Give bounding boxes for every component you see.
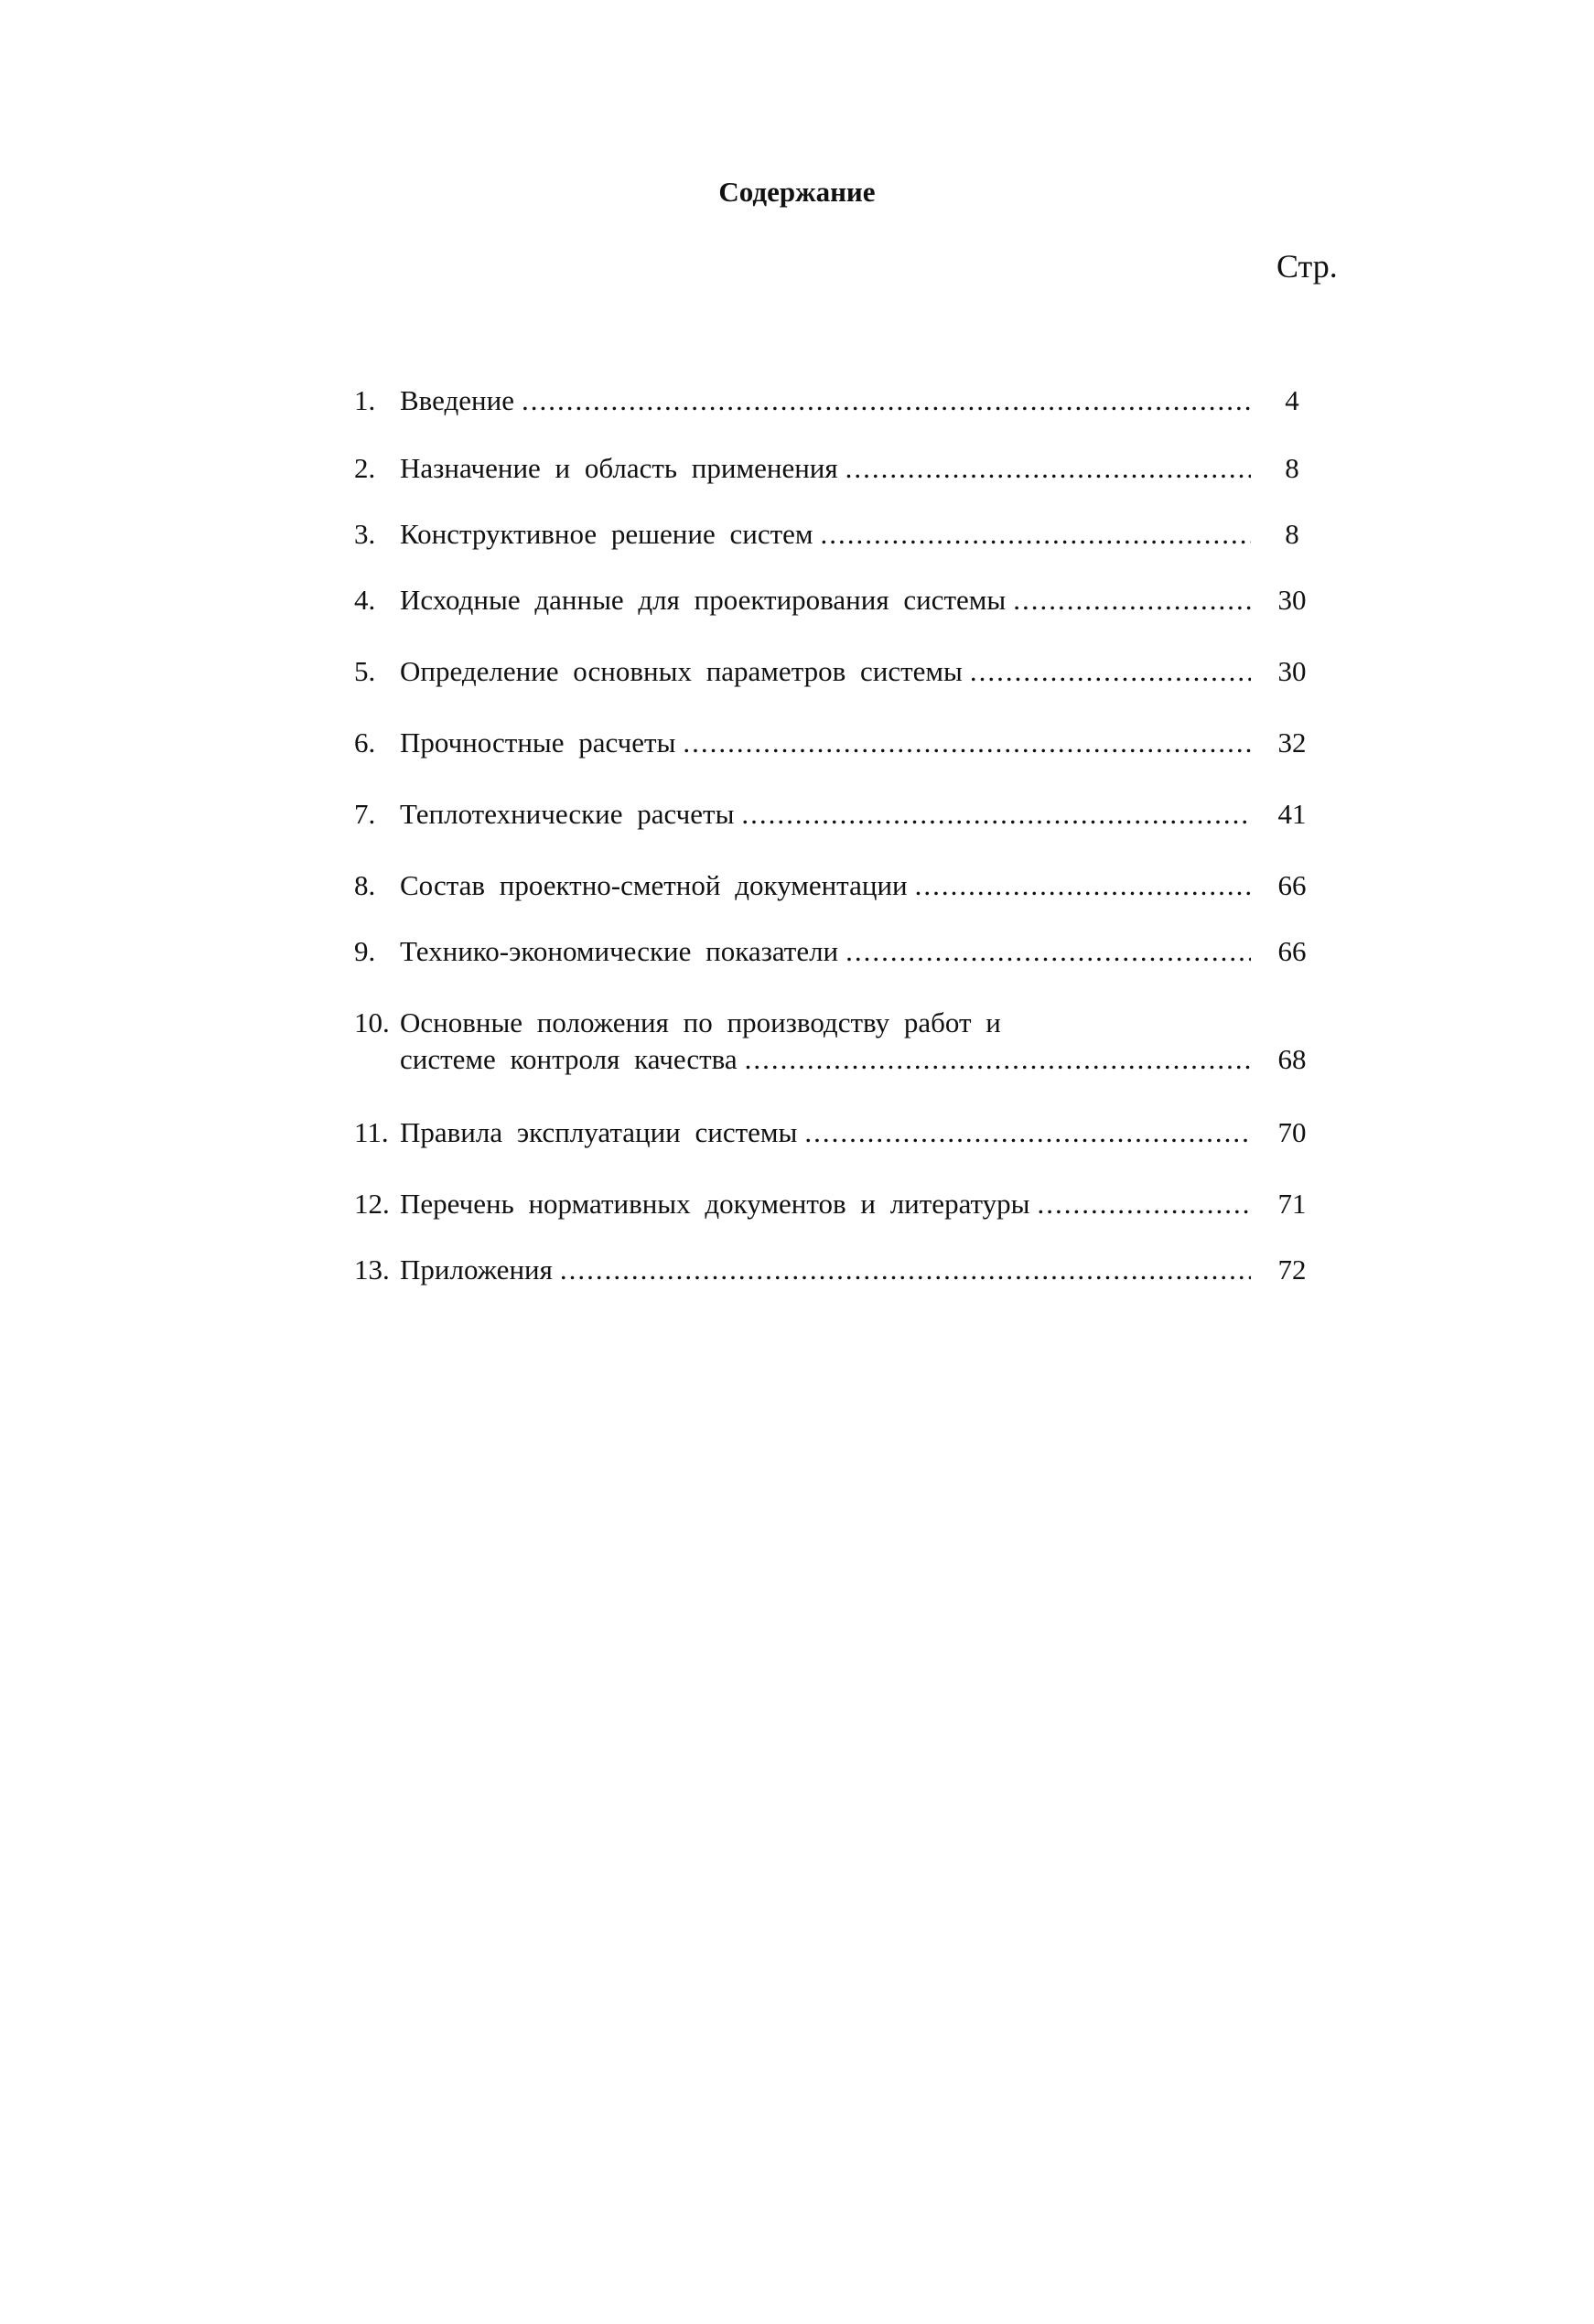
toc-entry-page: 66 (1277, 869, 1307, 901)
toc-entry-page: 32 (1277, 726, 1307, 759)
toc-entry-number: 11. (354, 1116, 389, 1148)
toc-entry-page: 30 (1277, 655, 1307, 687)
toc-entry-page: 68 (1277, 1043, 1307, 1075)
toc-entry-page: 30 (1277, 584, 1307, 616)
toc-entry-number: 4. (354, 584, 376, 616)
toc-entry-number: 6. (354, 726, 376, 759)
toc-entry-line (400, 1116, 1251, 1149)
toc-entry-title: Правила эксплуатации системы (400, 1116, 798, 1148)
toc-entry-number: 10. (354, 1006, 390, 1038)
toc-entry-line (400, 584, 1251, 617)
toc-entry-line (400, 798, 1251, 831)
toc-entry-number: 1. (354, 384, 376, 416)
toc-entry-number: 2. (354, 452, 376, 484)
toc-entry (354, 518, 1324, 558)
document-title: Содержание (718, 176, 876, 208)
toc-entry (354, 798, 1324, 838)
toc-entry-page: 41 (1277, 798, 1307, 830)
toc-entry-page: 8 (1285, 452, 1299, 484)
dot-leader (745, 1043, 1251, 1076)
toc-entry-title: Приложения (400, 1253, 553, 1286)
toc-entry-title: Назначение и область применения (400, 452, 838, 484)
toc-entry-title: Конструктивное решение систем (400, 518, 813, 550)
toc-entry (354, 1116, 1324, 1157)
dot-leader (1013, 584, 1251, 617)
dot-leader (1038, 1188, 1252, 1221)
dot-leader (821, 518, 1251, 551)
toc-entry (354, 869, 1324, 909)
dot-leader (560, 1253, 1251, 1286)
toc-entry-title: Технико-экономические показатели (400, 935, 839, 967)
toc-entry-line (400, 869, 1251, 902)
toc-entry (354, 1253, 1324, 1294)
toc-entry (354, 655, 1324, 695)
dot-leader (804, 1116, 1251, 1149)
dot-leader (845, 452, 1251, 485)
toc-entry-line (400, 935, 1251, 968)
toc-entry-title: Введение (400, 384, 514, 416)
toc-entry-line (400, 1188, 1251, 1221)
toc-entry-page: 66 (1277, 935, 1307, 967)
toc-entry-line (400, 726, 1251, 759)
toc-entry (354, 384, 1324, 425)
toc-entry-number: 8. (354, 869, 376, 901)
page-column-header: Стр. (1276, 248, 1338, 285)
toc-entry-page: 8 (1285, 518, 1299, 550)
toc-entry-page: 71 (1277, 1188, 1307, 1220)
toc-entry-page: 70 (1277, 1116, 1307, 1148)
dot-leader (845, 935, 1251, 968)
dot-leader (683, 726, 1251, 759)
toc-entry-title: Исходные данные для проектирования системы (400, 584, 1007, 616)
dot-leader (522, 384, 1251, 417)
toc-entry-title: Определение основных параметров системы (400, 655, 963, 687)
toc-entry-line (400, 1253, 1251, 1286)
toc-entry-number: 5. (354, 655, 376, 687)
toc-entry-line (400, 655, 1251, 688)
dot-leader (970, 655, 1251, 688)
toc-entry (354, 1188, 1324, 1228)
toc-entry-number: 7. (354, 798, 376, 830)
toc-entry-title: Состав проектно-сметной документации (400, 869, 908, 901)
toc-entry-number: 9. (354, 935, 376, 967)
toc-entry-title: системе контроля качества (400, 1043, 738, 1075)
toc-entry (354, 935, 1324, 975)
toc-entry-title-line1: Основные положения по производству работ и (400, 1006, 1001, 1038)
toc-entry-line (400, 384, 1251, 417)
toc-entry (354, 726, 1324, 767)
toc-entry (354, 584, 1324, 624)
toc-entry-line (400, 452, 1251, 485)
toc-entry-title: Прочностные расчеты (400, 726, 676, 759)
toc-entry-title: Теплотехнические расчеты (400, 798, 735, 830)
toc-entry (354, 1006, 1324, 1083)
dot-leader (741, 798, 1251, 831)
toc-entry-number: 12. (354, 1188, 390, 1220)
toc-entry-title: Перечень нормативных документов и литературы (400, 1188, 1030, 1220)
toc-entry-line (400, 518, 1251, 551)
toc-entry-page: 4 (1285, 384, 1299, 416)
dot-leader (915, 869, 1251, 902)
toc-entry-number: 13. (354, 1253, 390, 1286)
toc-entry (354, 452, 1324, 492)
toc-entry-line (400, 1043, 1251, 1076)
toc-entry-page: 72 (1277, 1253, 1307, 1286)
toc-entry-number: 3. (354, 518, 376, 550)
